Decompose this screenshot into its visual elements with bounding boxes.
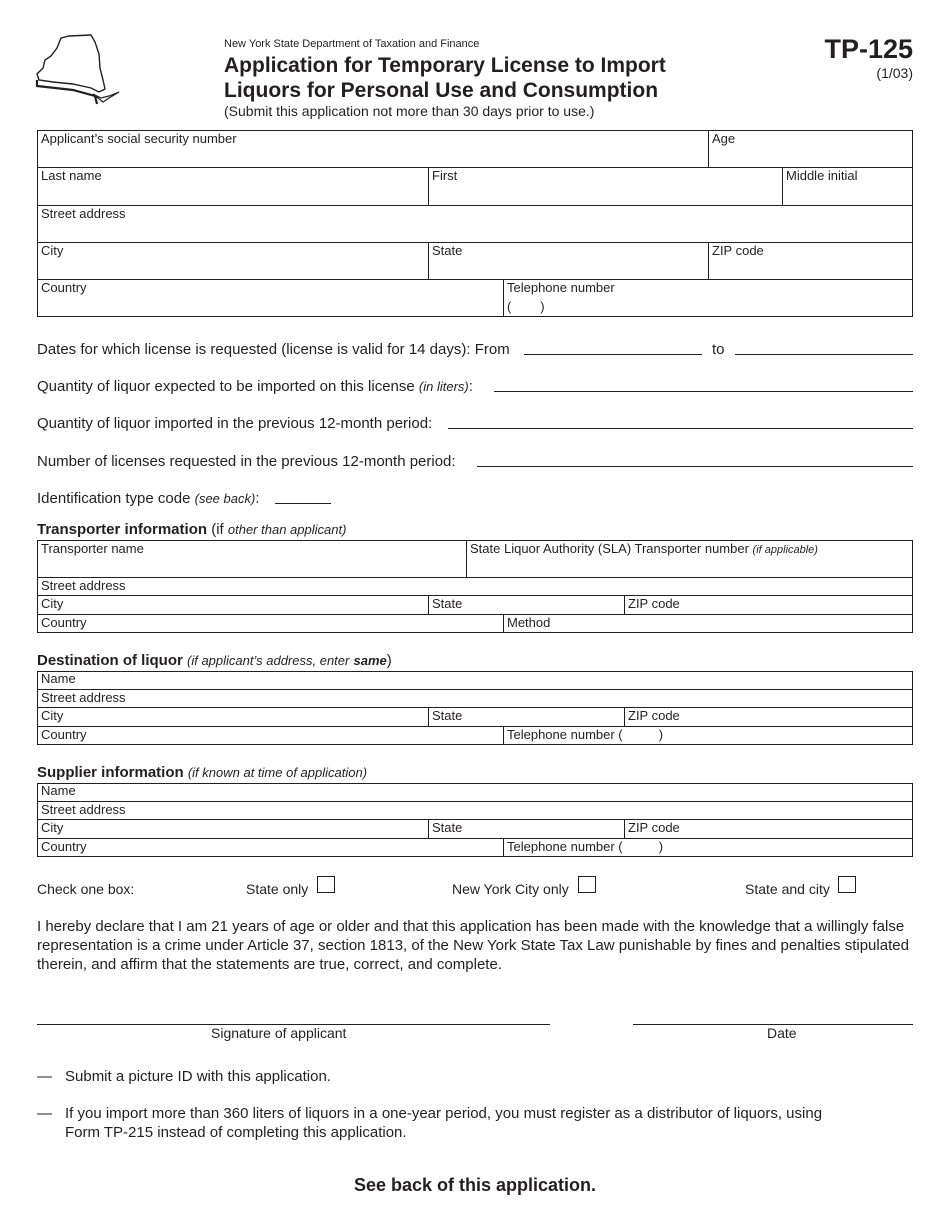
- signature-label: Signature of applicant: [211, 1025, 347, 1041]
- supplier-state-field[interactable]: State: [432, 820, 463, 835]
- new-york-state-map-icon: [33, 34, 121, 108]
- picture-id-note: Submit a picture ID with this application.: [65, 1068, 331, 1085]
- ssn-field[interactable]: Applicant’s social security number: [41, 131, 237, 146]
- declaration-text: I hereby declare that I am 21 years of age or older and that this application has been made with the knowledge that a willingly false representation is a crime under Article 37, section 1813, of the New York State Tax Law punishable by fines and penalties stipulated therein, and affirm that the statements are true, correct, and complete.: [37, 918, 909, 973]
- destination-city-field[interactable]: City: [41, 708, 64, 723]
- nyc-only-label: New York City only: [452, 881, 569, 897]
- destination-name-field[interactable]: Name: [41, 671, 76, 686]
- destination-street-field[interactable]: Street address: [41, 690, 126, 705]
- destination-zip-field[interactable]: ZIP code: [628, 708, 680, 723]
- supplier-street-field[interactable]: Street address: [41, 802, 126, 817]
- quantity-expected-question: Quantity of liquor expected to be imported on this license (in liters):: [37, 378, 473, 395]
- sla-transporter-number-field[interactable]: State Liquor Authority (SLA) Transporter number (if applicable): [470, 541, 818, 556]
- state-only-label: State only: [246, 881, 309, 897]
- nyc-only-checkbox[interactable]: [578, 876, 596, 893]
- middle-initial-field[interactable]: Middle initial: [786, 168, 858, 183]
- quantity-previous-question: Quantity of liquor imported in the previous 12-month period:: [37, 415, 433, 432]
- check-one-box-label: Check one box:: [37, 881, 135, 897]
- quantity-previous-input[interactable]: [448, 428, 913, 429]
- transporter-zip-field[interactable]: ZIP code: [628, 596, 680, 611]
- form-title: Application for Temporary License to Import Liquors for Personal Use and Consumption: [224, 54, 666, 102]
- id-type-question: Identification type code (see back):: [37, 490, 260, 507]
- transporter-name-field[interactable]: Transporter name: [41, 541, 144, 556]
- see-back-notice: See back of this application.: [353, 1175, 597, 1195]
- date-label: Date: [767, 1025, 797, 1041]
- form-subtitle: (Submit this application not more than 30 days prior to use.): [224, 103, 595, 119]
- supplier-name-field[interactable]: Name: [41, 783, 76, 798]
- state-only-checkbox[interactable]: [317, 876, 335, 893]
- dates-to-label: to: [712, 341, 725, 358]
- transporter-method-field[interactable]: Method: [507, 615, 551, 630]
- transporter-section-title: Transporter information (if other than applicant): [37, 521, 347, 538]
- note-dash-1: —: [37, 1068, 52, 1085]
- applicant-telephone-field[interactable]: Telephone number: [507, 280, 615, 295]
- transporter-street-field[interactable]: Street address: [41, 578, 126, 593]
- distributor-note: If you import more than 360 liters of liquors in a one-year period, you must register as a distributor of liquors, using Form TP-215 instead of completing this application.: [65, 1105, 823, 1141]
- destination-grid: [37, 671, 913, 745]
- id-type-input[interactable]: [275, 503, 331, 504]
- age-field[interactable]: Age: [712, 131, 736, 146]
- form-revision: (1/03): [876, 65, 913, 81]
- transporter-city-field[interactable]: City: [41, 596, 64, 611]
- applicant-zip-field[interactable]: ZIP code: [712, 243, 764, 258]
- destination-section-title: Destination of liquor (if applicant’s address, enter same): [37, 652, 392, 669]
- supplier-section-title: Supplier information (if known at time of application): [37, 764, 368, 781]
- state-and-city-label: State and city: [745, 881, 830, 897]
- last-name-field[interactable]: Last name: [41, 168, 102, 183]
- supplier-city-field[interactable]: City: [41, 820, 64, 835]
- date-to-input[interactable]: [735, 354, 913, 355]
- date-from-input[interactable]: [524, 354, 702, 355]
- applicant-state-field[interactable]: State: [432, 243, 463, 258]
- licenses-previous-question: Number of licenses requested in the previous 12-month period:: [37, 453, 456, 470]
- destination-state-field[interactable]: State: [432, 708, 463, 723]
- supplier-country-field[interactable]: Country: [41, 839, 87, 854]
- licenses-previous-input[interactable]: [477, 466, 913, 467]
- note-dash-2: —: [37, 1105, 52, 1122]
- applicant-street-field[interactable]: Street address: [41, 206, 126, 221]
- quantity-expected-input[interactable]: [494, 391, 913, 392]
- supplier-telephone-field[interactable]: Telephone number ( ): [507, 839, 664, 854]
- transporter-country-field[interactable]: Country: [41, 615, 87, 630]
- destination-country-field[interactable]: Country: [41, 727, 87, 742]
- applicant-city-field[interactable]: City: [41, 243, 64, 258]
- supplier-grid: [37, 783, 913, 857]
- transporter-state-field[interactable]: State: [432, 596, 463, 611]
- form-number: TP-125: [824, 34, 913, 64]
- first-name-field[interactable]: First: [432, 168, 458, 183]
- agency-name: New York State Department of Taxation and Finance: [224, 38, 480, 50]
- supplier-zip-field[interactable]: ZIP code: [628, 820, 680, 835]
- state-and-city-checkbox[interactable]: [838, 876, 856, 893]
- destination-telephone-field[interactable]: Telephone number ( ): [507, 727, 664, 742]
- dates-question: Dates for which license is requested (license is valid for 14 days): From: [37, 341, 510, 358]
- applicant-info-grid: [37, 130, 913, 317]
- applicant-country-field[interactable]: Country: [41, 280, 87, 295]
- applicant-phone-area-code: ( ): [507, 299, 545, 314]
